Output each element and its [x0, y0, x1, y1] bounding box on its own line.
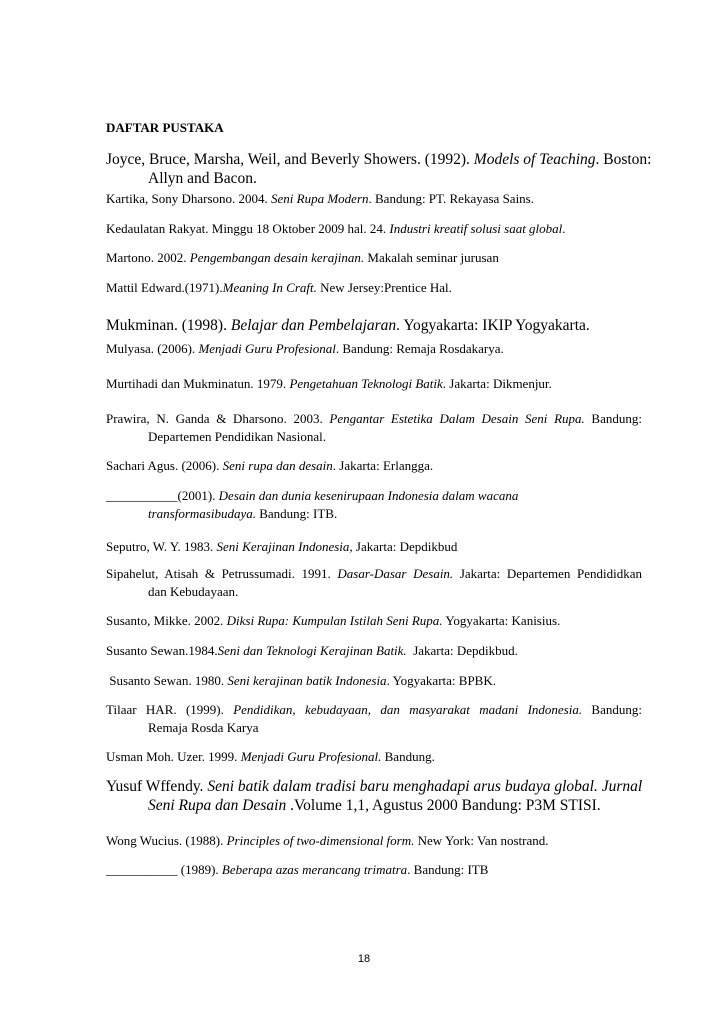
reference-entry: Prawira, N. Ganda & Dharsono. 2003. Pengantar Estetika Dalam Desain Seni Rupa. Bandung: Departemen Pendidikan Nasional.	[106, 411, 642, 444]
reference-entry: Kartika, Sony Dharsono. 2004. Seni Rupa Modern. Bandung: PT. Rekayasa Sains.	[106, 191, 534, 206]
reference-entry: Wong Wucius. (1988). Principles of two-dimensional form. New York: Van nostrand.	[106, 833, 549, 848]
reference-entry: Joyce, Bruce, Marsha, Weil, and Beverly Showers. (1992). Models of Teaching. Boston: Allyn and Bacon.	[106, 151, 652, 187]
reference-entry: Tilaar HAR. (1999). Pendidikan, kebudayaan, dan masyarakat madani Indonesia. Bandung: Remaja Rosda Karya	[106, 702, 642, 735]
reference-entry: Martono. 2002. Pengembangan desain kerajinan. Makalah seminar jurusan	[106, 250, 499, 265]
reference-entry: Usman Moh. Uzer. 1999. Menjadi Guru Profesional. Bandung.	[106, 749, 435, 764]
page-number: 18	[357, 953, 371, 965]
reference-entry: Kedaulatan Rakyat. Minggu 18 Oktober 2009 hal. 24. Industri kreatif solusi saat global.	[106, 221, 566, 236]
reference-entry: Susanto Sewan. 1980. Seni kerajinan batik Indonesia. Yogyakarta: BPBK.	[106, 673, 496, 688]
reference-entry: Murtihadi dan Mukminatun. 1979. Pengetahuan Teknologi Batik. Jakarta: Dikmenjur.	[106, 376, 552, 391]
reference-entry: Seputro, W. Y. 1983. Seni Kerajinan Indonesia, Jakarta: Depdikbud	[106, 539, 458, 554]
reference-entry: Sachari Agus. (2006). Seni rupa dan desain. Jakarta: Erlangga.	[106, 458, 434, 473]
reference-entry: Susanto Sewan.1984.Seni dan Teknologi Kerajinan Batik. Jakarta: Depdikbud.	[106, 643, 518, 658]
reference-entry: Yusuf Wffendy. Seni batik dalam tradisi baru menghadapi arus budaya global. Jurnal Seni Rupa dan Desain .Volume 1,1, Agustus 2000 Bandung: P3M STISI.	[106, 778, 643, 814]
reference-entry: ___________ (1989). Beberapa azas merancang trimatra. Bandung: ITB	[106, 862, 489, 877]
reference-entry: Mattil Edward.(1971).Meaning In Craft. New Jersey:Prentice Hal.	[106, 280, 452, 295]
reference-entry: Mukminan. (1998). Belajar dan Pembelajaran. Yogyakarta: IKIP Yogyakarta.	[106, 317, 590, 334]
reference-entry: Mulyasa. (2006). Menjadi Guru Profesional. Bandung: Remaja Rosdakarya.	[106, 341, 504, 356]
reference-entry: ___________(2001). Desain dan dunia kesenirupaan Indonesia dalam wacana transformasibudaya. Bandung: ITB.	[106, 488, 519, 521]
reference-entry: Susanto, Mikke. 2002. Diksi Rupa: Kumpulan Istilah Seni Rupa. Yogyakarta: Kanisius.	[106, 613, 561, 628]
reference-entry: Sipahelut, Atisah & Petrussumadi. 1991. Dasar-Dasar Desain. Jakarta: Departemen Pendididkan dan Kebudayaan.	[106, 566, 643, 599]
page-title: DAFTAR PUSTAKA	[106, 120, 224, 135]
